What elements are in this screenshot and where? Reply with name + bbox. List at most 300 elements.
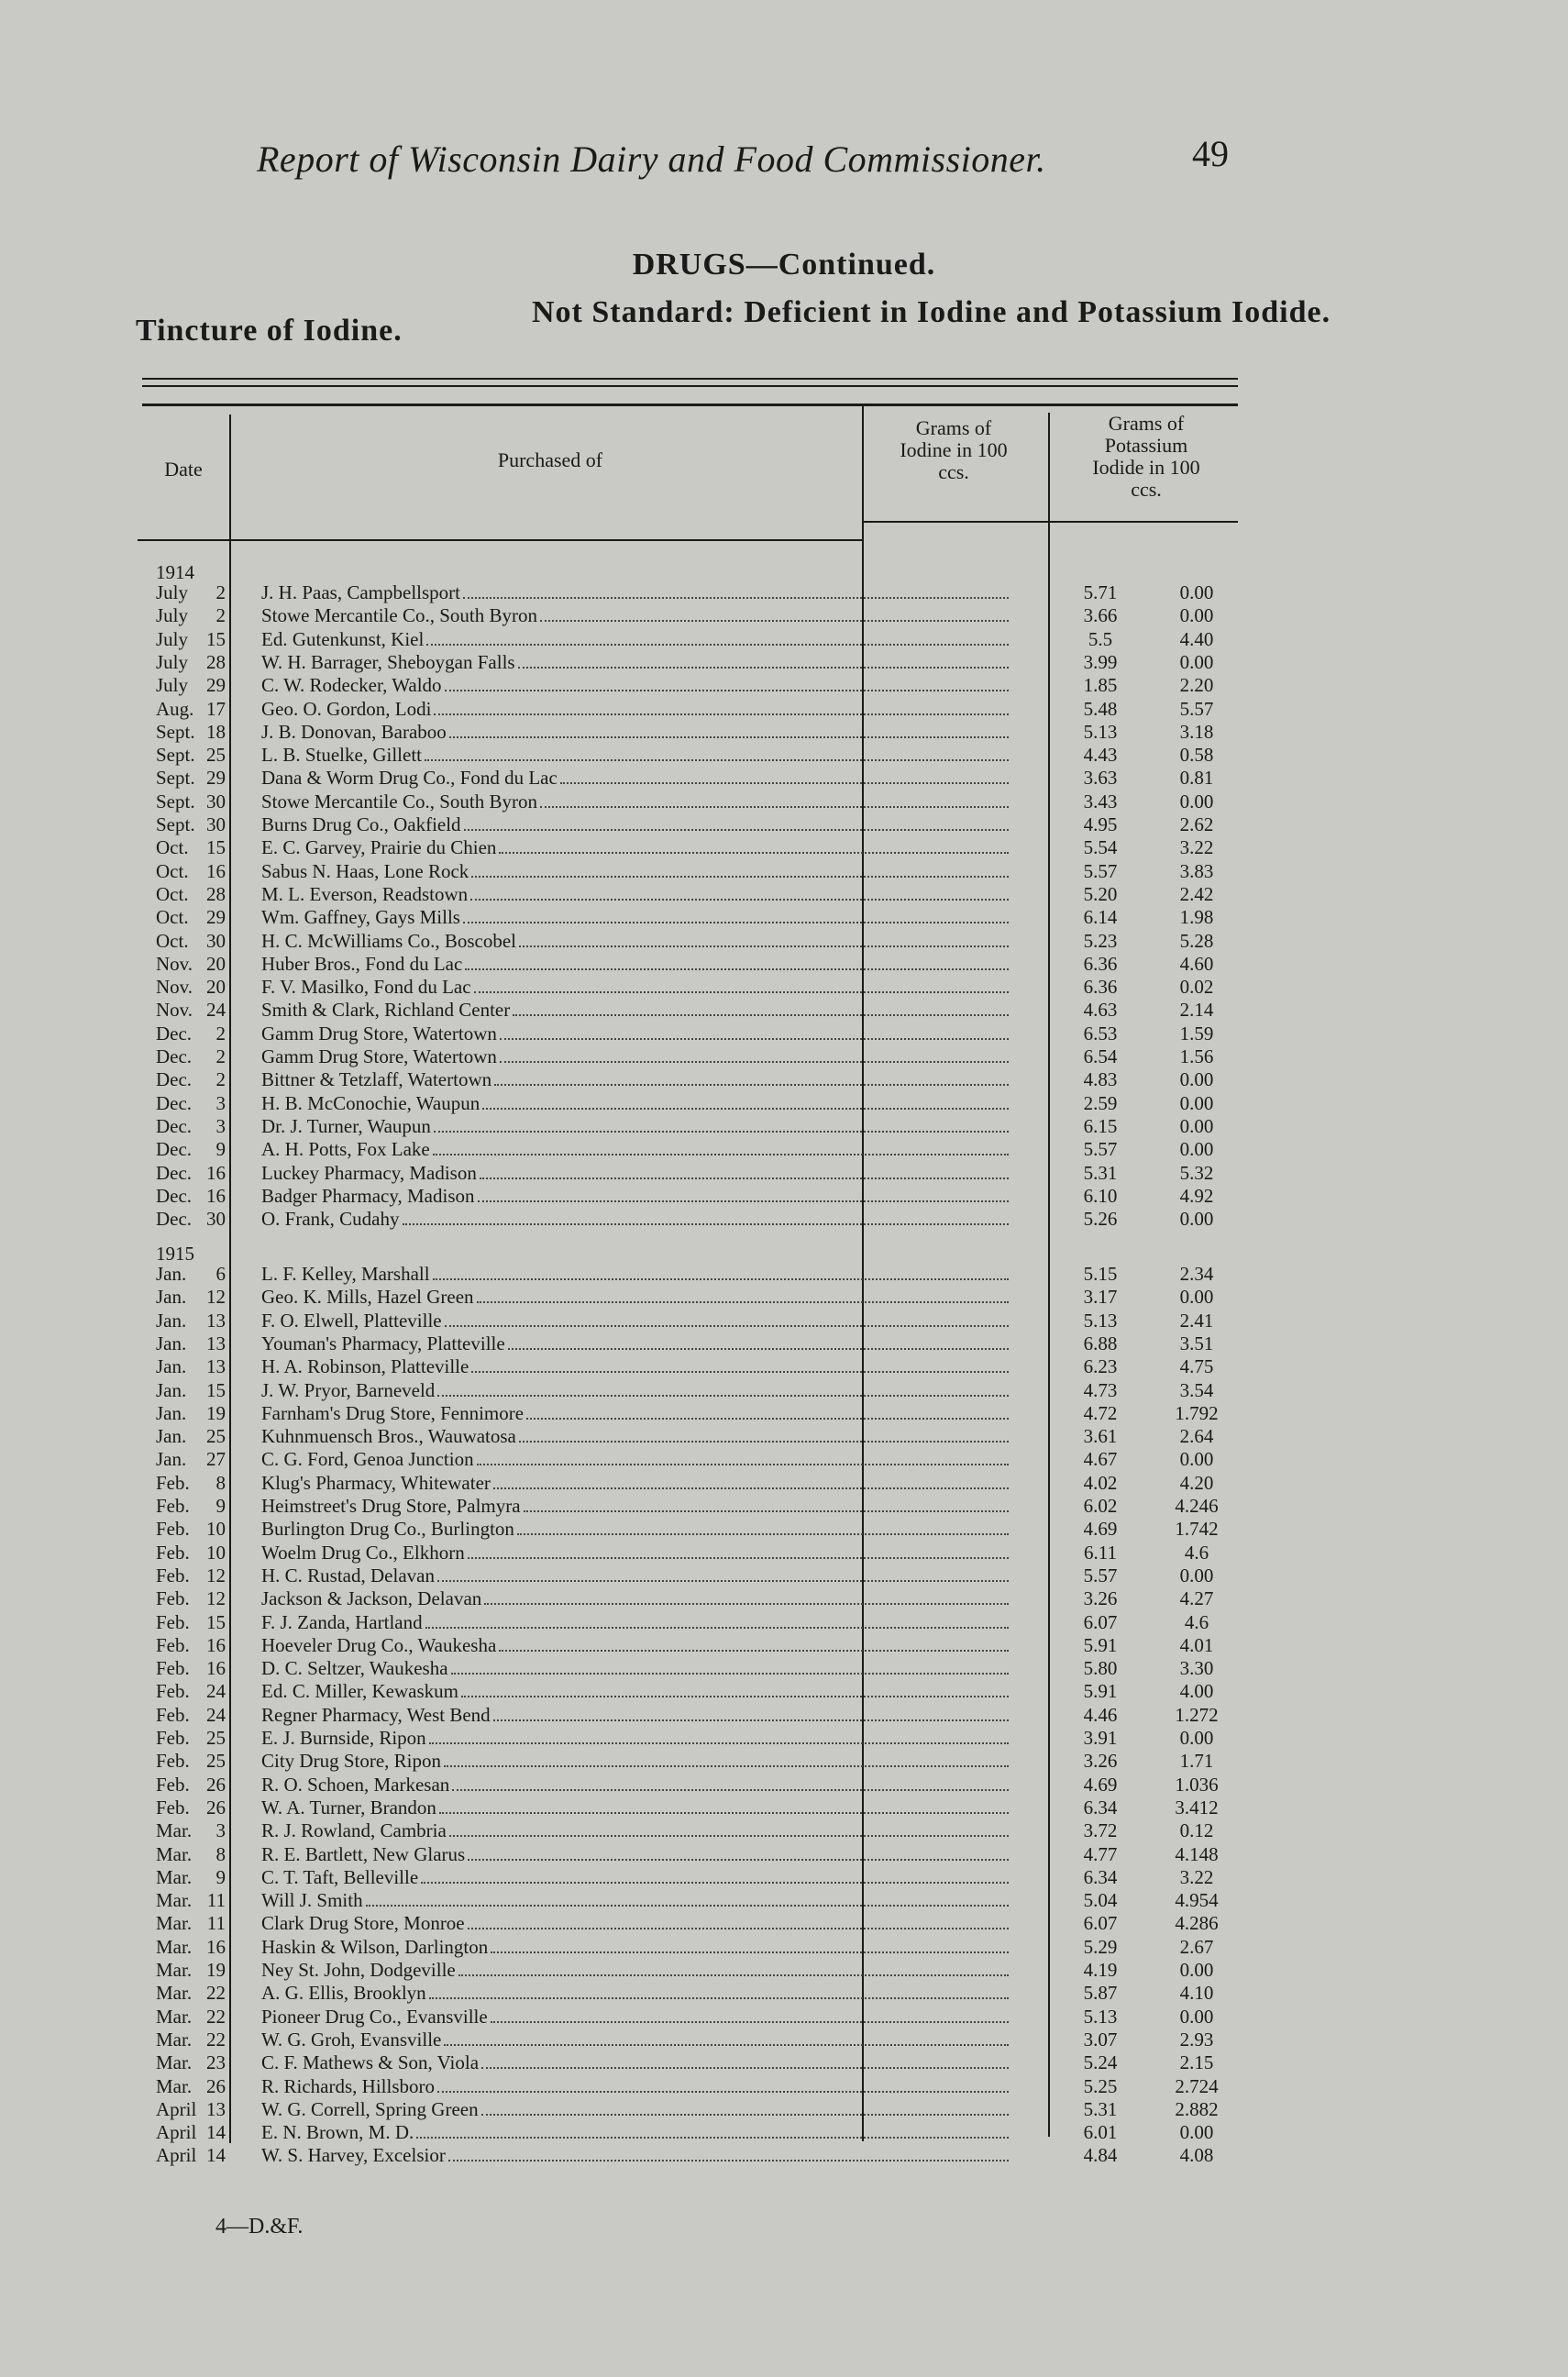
table-row [138,604,1238,627]
date-month: Feb. [156,1680,190,1703]
leader-dots [499,1650,1009,1652]
date-month: Feb. [156,1773,190,1796]
leader-dots [445,1325,1009,1327]
vendor-cell [261,1332,1009,1355]
iodine-value: 3.26 [1083,1750,1118,1773]
vendor-cell [261,1680,1009,1703]
date-month: Mar. [156,2051,193,2074]
vendor-cell [261,2051,1009,2074]
leader-dots [439,1812,1009,1814]
potassium-iodide-value: 5.57 [1179,697,1214,720]
vendor-cell [261,1727,1009,1750]
potassium-iodide-value: 0.58 [1179,744,1214,767]
date-month: July [156,604,189,627]
vendor-name: W. H. Barrager, Sheboygan Falls [261,650,515,673]
date-month: Dec. [156,1184,193,1207]
potassium-iodide-value: 0.00 [1179,2005,1214,2028]
date-month: Nov. [156,952,193,975]
vendor-cell [261,581,1009,604]
vendor-cell [261,999,1009,1022]
vendor-name: E. J. Burnside, Ripon [261,1727,426,1749]
vendor-cell [261,1564,1009,1587]
iodine-value: 6.01 [1083,2121,1118,2144]
date-day: 30 [206,813,226,835]
table-row [138,744,1238,767]
leader-dots [491,2021,1009,2023]
vendor-name: Burlington Drug Co., Burlington [261,1518,514,1541]
table-row [138,2098,1238,2121]
date-month: April [156,2121,197,2144]
vendor-name: W. G. Groh, Evansville [261,2028,442,2051]
date-day: 6 [215,1263,226,1285]
iodine-value: 5.15 [1083,1263,1118,1285]
vendor-cell [261,674,1009,697]
date-day: 8 [215,1842,226,1865]
iodine-value: 6.07 [1083,1912,1118,1935]
leader-dots [426,644,1009,646]
table-row [138,651,1238,674]
vendor-name: Sabus N. Haas, Lone Rock [261,859,469,882]
vendor-cell [261,1263,1009,1286]
iodine-value: 5.57 [1083,1138,1118,1161]
date-month: Jan. [156,1401,187,1424]
table-row [138,674,1238,697]
vendor-name: Luckey Pharmacy, Madison [261,1161,477,1184]
vendor-cell [261,1819,1009,1842]
vendor-name: Gamm Drug Store, Watertown [261,1045,497,1067]
table-row [138,721,1238,744]
iodine-value: 6.88 [1083,1332,1118,1354]
potassium-iodide-value: 0.00 [1179,1208,1214,1231]
date-month: Feb. [156,1471,190,1494]
date-day: 20 [206,976,226,999]
potassium-iodide-value: 2.14 [1179,999,1214,1022]
vendor-cell [261,744,1009,767]
table-row [138,1982,1238,2005]
vendor-cell [261,2006,1009,2029]
date-month: Sept. [156,790,195,813]
potassium-iodide-value: 3.83 [1179,859,1214,882]
leader-dots [463,597,1009,599]
potassium-iodide-value: 2.42 [1179,882,1214,905]
running-title: Report of Wisconsin Dairy and Food Commissioner. [257,138,1046,180]
potassium-iodide-value: 3.22 [1179,836,1214,859]
potassium-iodide-value: 4.00 [1179,1680,1214,1703]
leader-dots [366,1905,1009,1907]
iodine-value: 4.77 [1083,1842,1118,1865]
iodine-value: 3.61 [1083,1425,1118,1448]
vendor-cell [261,2121,1009,2144]
vendor-name: F. J. Zanda, Hartland [261,1610,423,1633]
date-month: Feb. [156,1657,190,1680]
iodine-value: 6.34 [1083,1865,1118,1888]
vendor-name: Hoeveler Drug Co., Waukesha [261,1633,497,1656]
header-date: Date [164,458,203,481]
iodine-value: 5.25 [1083,2074,1118,2097]
date-day: 23 [206,2051,226,2074]
vendor-cell [261,1518,1009,1541]
vendor-cell [261,1162,1009,1185]
table-row [138,1936,1238,1959]
table-row [138,1495,1238,1518]
date-day: 9 [215,1865,226,1888]
vendor-cell [261,1889,1009,1912]
leader-dots [416,2137,1009,2139]
vendor-name: Regner Pharmacy, West Bend [261,1703,491,1726]
vendor-cell [261,2029,1009,2051]
date-month: Mar. [156,1982,193,2005]
date-day: 14 [206,2144,226,2167]
table-row [138,1379,1238,1402]
potassium-iodide-value: 0.00 [1179,1114,1214,1137]
vendor-name: Badger Pharmacy, Madison [261,1184,475,1207]
date-month: Jan. [156,1286,187,1309]
vendor-cell [261,1425,1009,1448]
vendor-name: W. A. Turner, Brandon [261,1796,436,1819]
iodine-value: 5.91 [1083,1680,1118,1703]
table-row [138,698,1238,721]
vendor-name: Wm. Gaffney, Gays Mills [261,906,460,929]
date-month: Nov. [156,976,193,999]
date-day: 22 [206,1982,226,2005]
date-day: 13 [206,1332,226,1354]
vendor-name: Youman's Pharmacy, Platteville [261,1332,505,1354]
vendor-name: R. J. Rowland, Cambria [261,1819,447,1842]
year-label: 1915 [156,1243,194,1265]
vendor-cell [261,883,1009,906]
vendor-name: Huber Bros., Fond du Lac [261,952,463,975]
date-day: 24 [206,1703,226,1726]
date-month: Dec. [156,1161,193,1184]
vendor-name: Gamm Drug Store, Watertown [261,1022,497,1045]
potassium-iodide-value: 4.92 [1179,1184,1214,1207]
leader-dots [517,1533,1009,1535]
iodine-value: 5.87 [1083,1982,1118,2005]
iodine-value: 6.11 [1084,1541,1117,1564]
date-month: Oct. [156,882,189,905]
iodine-value: 3.91 [1083,1727,1118,1749]
date-day: 12 [206,1587,226,1610]
leader-dots [481,2067,1009,2069]
potassium-iodide-value: 4.27 [1179,1587,1214,1610]
header-bottom-rule-right [862,521,1238,523]
vendor-name: Geo. O. Gordon, Lodi [261,697,432,720]
vendor-cell [261,1310,1009,1332]
iodine-value: 1.85 [1083,674,1118,697]
iodine-value: 3.63 [1083,767,1118,790]
leader-dots [465,968,1009,970]
vendor-name: Kuhnmuensch Bros., Wauwatosa [261,1425,516,1448]
date-month: Mar. [156,1819,193,1842]
table-row [138,1448,1238,1471]
table-row [138,1819,1238,1842]
vendor-cell [261,1634,1009,1657]
date-month: Mar. [156,1959,193,1981]
vendor-cell [261,651,1009,674]
potassium-iodide-value: 1.742 [1175,1518,1219,1541]
vendor-name: Stowe Mercantile Co., South Byron [261,790,537,813]
table-row [138,999,1238,1022]
vendor-name: C. G. Ford, Genoa Junction [261,1448,474,1471]
leader-dots [484,1603,1009,1605]
table-row [138,790,1238,813]
potassium-iodide-value: 5.28 [1179,929,1214,952]
page-number: 49 [1192,133,1229,174]
iodine-value: 3.26 [1083,1587,1118,1610]
table-row [138,1332,1238,1355]
vendor-cell [261,604,1009,627]
leader-dots [429,1742,1009,1744]
table-row [138,953,1238,976]
date-month: July [156,581,189,603]
date-month: Feb. [156,1518,190,1541]
date-day: 26 [206,1796,226,1819]
leader-dots [474,991,1009,993]
potassium-iodide-value: 2.15 [1179,2051,1214,2074]
iodine-value: 6.02 [1083,1495,1118,1517]
iodine-value: 4.63 [1083,999,1118,1022]
date-month: Dec. [156,1045,193,1067]
date-day: 15 [206,627,226,650]
table-row [138,836,1238,859]
vendor-cell [261,1138,1009,1161]
date-day: 17 [206,697,226,720]
vendor-name: Ed. C. Miller, Kewaskum [261,1680,458,1703]
date-day: 15 [206,1378,226,1401]
leader-dots [468,1859,1009,1861]
vendor-name: Bittner & Tetzlaff, Watertown [261,1068,492,1091]
vendor-name: A. H. Potts, Fox Lake [261,1138,430,1161]
table-row [138,1138,1238,1161]
vendor-name: D. C. Seltzer, Waukesha [261,1657,448,1680]
table-row [138,1750,1238,1773]
top-rule [142,378,1238,380]
header-iodine: Grams of Iodine in 100 ccs. [900,416,1008,483]
date-month: Mar. [156,2028,193,2051]
date-day: 25 [206,1750,226,1773]
potassium-iodide-value: 1.272 [1175,1703,1219,1726]
table-row [138,1959,1238,1982]
vendor-cell [261,1657,1009,1680]
leader-dots [437,1580,1009,1582]
date-month: April [156,2097,197,2120]
date-day: 22 [206,2005,226,2028]
date-month: Jan. [156,1378,187,1401]
table-row [138,883,1238,906]
leader-dots [524,1510,1009,1512]
leader-dots [540,620,1009,622]
leader-dots [452,1789,1009,1791]
date-day: 26 [206,2074,226,2097]
leader-dots [526,1418,1009,1420]
table-row [138,2121,1238,2144]
vendor-cell [261,1472,1009,1495]
potassium-iodide-value: 2.882 [1175,2097,1219,2120]
potassium-iodide-value: 0.00 [1179,1448,1214,1471]
leader-dots [499,852,1009,854]
iodine-value: 5.26 [1083,1208,1118,1231]
vendor-cell [261,698,1009,721]
potassium-iodide-value: 0.00 [1179,1091,1214,1114]
vendor-cell [261,2075,1009,2098]
top-rule-double [142,385,1238,387]
vendor-name: A. G. Ellis, Brooklyn [261,1982,426,2005]
iodine-value: 3.99 [1083,650,1118,673]
potassium-iodide-value: 1.036 [1175,1773,1219,1796]
vendor-name: Burns Drug Co., Oakfield [261,813,461,835]
vendor-name: Heimstreet's Drug Store, Palmyra [261,1495,521,1517]
leader-dots [482,1108,1009,1110]
vendor-name: H. A. Robinson, Platteville [261,1355,469,1378]
potassium-iodide-value: 3.30 [1179,1657,1214,1680]
leader-dots [494,1084,1009,1086]
table-row [138,1286,1238,1309]
potassium-iodide-value: 3.412 [1175,1796,1219,1819]
leader-dots [421,1882,1009,1884]
date-month: Aug. [156,697,194,720]
iodine-value: 5.29 [1083,1935,1118,1958]
potassium-iodide-value: 3.54 [1179,1378,1214,1401]
iodine-value: 5.5 [1088,627,1113,650]
leader-dots [451,1673,1009,1675]
table-row [138,1657,1238,1680]
date-month: Mar. [156,2074,193,2097]
table-row [138,1912,1238,1935]
date-day: 16 [206,1184,226,1207]
date-month: Feb. [156,1727,190,1749]
table-row [138,1518,1238,1541]
iodine-value: 4.83 [1083,1068,1118,1091]
iodine-value: 3.07 [1083,2028,1118,2051]
table-row [138,1634,1238,1657]
leader-dots [429,1997,1009,1999]
date-month: Mar. [156,1935,193,1958]
table-row [138,1542,1238,1564]
vendor-cell [261,1774,1009,1797]
vendor-name: Dr. J. Turner, Waupun [261,1114,431,1137]
date-day: 30 [206,1208,226,1231]
potassium-iodide-value: 4.6 [1184,1541,1209,1564]
leader-dots [403,1223,1010,1225]
subtitle-lead: Tincture of Iodine. [136,314,403,348]
leader-dots [481,2114,1009,2116]
vendor-cell [261,1542,1009,1564]
potassium-iodide-value: 4.75 [1179,1355,1214,1378]
vendor-name: Haskin & Wilson, Darlington [261,1935,489,1958]
date-day: 27 [206,1448,226,1471]
date-month: Dec. [156,1138,193,1161]
subtitle-rest: Not Standard: Deficient in Iodine and Potassium Iodide. [532,295,1331,329]
vendor-cell [261,953,1009,976]
iodine-value: 5.24 [1083,2051,1118,2074]
date-day: 22 [206,2028,226,2051]
leader-dots [480,1177,1009,1179]
table-row [138,976,1238,999]
vendor-cell [261,1587,1009,1610]
date-day: 16 [206,1935,226,1958]
vendor-name: Jackson & Jackson, Delavan [261,1587,482,1610]
table-row [138,1402,1238,1425]
potassium-iodide-value: 2.724 [1175,2074,1219,2097]
section-title: DRUGS—Continued. [632,248,936,282]
table-row [138,1797,1238,1819]
iodine-value: 5.31 [1083,1161,1118,1184]
vendor-cell [261,813,1009,836]
table-row [138,1425,1238,1448]
date-month: Jan. [156,1263,187,1285]
vendor-cell [261,2144,1009,2167]
iodine-value: 4.43 [1083,744,1118,767]
date-day: 2 [215,1022,226,1045]
vendor-cell [261,767,1009,790]
date-day: 25 [206,744,226,767]
table-row [138,1355,1238,1378]
table-row [138,2075,1238,2098]
date-day: 2 [215,1068,226,1091]
leader-dots [449,736,1009,738]
header-bottom-rule-left [138,539,862,541]
date-day: 10 [206,1541,226,1564]
vendor-cell [261,1843,1009,1866]
vendor-name: Farnham's Drug Store, Fennimore [261,1401,525,1424]
date-day: 10 [206,1518,226,1541]
potassium-iodide-value: 0.00 [1179,604,1214,627]
table-row [138,1727,1238,1750]
date-month: Oct. [156,859,189,882]
date-day: 25 [206,1425,226,1448]
potassium-iodide-value: 2.41 [1179,1309,1214,1332]
potassium-iodide-value: 0.00 [1179,1727,1214,1749]
date-month: Sept. [156,767,195,790]
potassium-iodide-value: 4.08 [1179,2144,1214,2167]
table-row [138,1611,1238,1634]
table-row [138,906,1238,929]
iodine-value: 5.80 [1083,1657,1118,1680]
vendor-name: W. G. Correll, Spring Green [261,2097,479,2120]
iodine-value: 5.57 [1083,1564,1118,1587]
date-day: 28 [206,650,226,673]
table-row [138,1185,1238,1208]
date-month: Dec. [156,1068,193,1091]
iodine-value: 6.07 [1083,1610,1118,1633]
date-day: 3 [215,1091,226,1114]
iodine-value: 3.66 [1083,604,1118,627]
potassium-iodide-value: 0.00 [1179,1286,1214,1309]
potassium-iodide-value: 0.00 [1179,1068,1214,1091]
vendor-cell [261,930,1009,953]
vendor-cell [261,1185,1009,1208]
leader-dots [493,1487,1009,1489]
date-month: Nov. [156,999,193,1022]
vendor-cell [261,1495,1009,1518]
vendor-cell [261,2098,1009,2121]
vendor-name: C. W. Rodecker, Waldo [261,674,442,697]
potassium-iodide-value: 0.00 [1179,2121,1214,2144]
date-month: Feb. [156,1796,190,1819]
table-row [138,1704,1238,1727]
table-row [138,1472,1238,1495]
date-day: 29 [206,674,226,697]
date-month: Jan. [156,1425,187,1448]
table-row [138,767,1238,790]
date-day: 18 [206,720,226,743]
potassium-iodide-value: 4.286 [1175,1912,1219,1935]
date-day: 9 [215,1138,226,1161]
iodine-value: 6.53 [1083,1022,1118,1045]
date-month: April [156,2144,197,2167]
leader-dots [478,1200,1010,1202]
vendor-cell [261,1068,1009,1091]
